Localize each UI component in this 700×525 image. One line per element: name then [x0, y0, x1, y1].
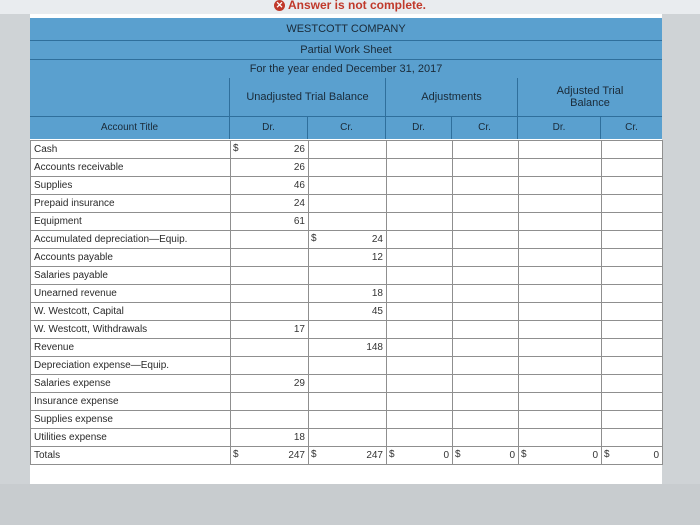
- amount-input[interactable]: [602, 231, 663, 249]
- account-title-input[interactable]: Prepaid insurance: [31, 195, 231, 213]
- table-row: [31, 195, 663, 213]
- amount-input[interactable]: [602, 375, 663, 393]
- totals-label: Totals: [31, 447, 231, 465]
- section-adjusted-label: Adjusted Trial Balance: [556, 85, 624, 109]
- section-adjustments: [386, 78, 518, 116]
- amount-value: 0: [592, 450, 598, 461]
- table-row: [31, 159, 663, 177]
- amount-input[interactable]: [453, 375, 519, 393]
- amount-input[interactable]: [231, 321, 309, 339]
- amount-input[interactable]: [519, 141, 602, 159]
- amount-input[interactable]: [602, 321, 663, 339]
- currency-symbol: $: [233, 449, 239, 460]
- amount-input[interactable]: [231, 231, 309, 249]
- amount-input[interactable]: [387, 375, 453, 393]
- amount-input[interactable]: [309, 159, 387, 177]
- amount-input[interactable]: [231, 303, 309, 321]
- section-unadjusted-label: Unadjusted Trial Balance: [246, 91, 369, 103]
- amount-input[interactable]: [519, 357, 602, 375]
- amount-input[interactable]: [453, 411, 519, 429]
- col-unadj-dr-label: Dr.: [262, 122, 275, 133]
- amount-input[interactable]: [602, 177, 663, 195]
- amount-input[interactable]: [231, 339, 309, 357]
- amount-input[interactable]: [309, 339, 387, 357]
- amount-input[interactable]: [309, 375, 387, 393]
- currency-symbol: $: [311, 449, 317, 460]
- section-adjusted: [518, 78, 662, 116]
- worksheet-table: [30, 140, 663, 465]
- title-row: [30, 41, 662, 59]
- account-title-input[interactable]: Utilities expense: [31, 429, 231, 447]
- col-tb-dr-label: Dr.: [552, 122, 566, 133]
- amount-input[interactable]: [309, 447, 387, 465]
- amount-input[interactable]: [387, 321, 453, 339]
- amount-input[interactable]: [231, 285, 309, 303]
- amount-input[interactable]: [453, 231, 519, 249]
- amount-value: 247: [366, 450, 383, 461]
- amount-value: 247: [288, 450, 305, 461]
- amount-input[interactable]: [453, 303, 519, 321]
- amount-input[interactable]: [602, 447, 663, 465]
- amount-input[interactable]: [231, 177, 309, 195]
- account-title-input[interactable]: Supplies expense: [31, 411, 231, 429]
- account-title-input[interactable]: Salaries payable: [31, 267, 231, 285]
- amount-input[interactable]: [602, 393, 663, 411]
- amount-input[interactable]: [519, 303, 602, 321]
- account-title-input[interactable]: Accounts receivable: [31, 159, 231, 177]
- section-unadjusted: [230, 78, 386, 116]
- amount-input[interactable]: [602, 429, 663, 447]
- page-background: [0, 484, 700, 525]
- amount-input[interactable]: [519, 321, 602, 339]
- amount-input[interactable]: [519, 177, 602, 195]
- amount-input[interactable]: [602, 195, 663, 213]
- amount-input[interactable]: [231, 375, 309, 393]
- table-row: [31, 141, 663, 159]
- col-tb-cr: [601, 117, 662, 139]
- amount-input[interactable]: [453, 447, 519, 465]
- account-title-input[interactable]: Accumulated depreciation—Equip.: [31, 231, 231, 249]
- amount-value: 61: [293, 216, 305, 227]
- table-row: [31, 357, 663, 375]
- amount-input[interactable]: [453, 339, 519, 357]
- amount-input[interactable]: [387, 159, 453, 177]
- amount-input[interactable]: [231, 159, 309, 177]
- table-row: [31, 429, 663, 447]
- col-unadj-dr: [230, 117, 308, 139]
- amount-input[interactable]: [387, 357, 453, 375]
- amount-value: 18: [371, 288, 383, 299]
- amount-value: 0: [653, 450, 659, 461]
- amount-input[interactable]: [231, 249, 309, 267]
- account-title-input[interactable]: Depreciation expense—Equip.: [31, 357, 231, 375]
- error-icon: ✕: [275, 0, 284, 10]
- amount-input[interactable]: [519, 213, 602, 231]
- amount-input[interactable]: [231, 447, 309, 465]
- amount-input[interactable]: [453, 195, 519, 213]
- amount-input[interactable]: [309, 321, 387, 339]
- amount-input[interactable]: [231, 213, 309, 231]
- amount-value: 26: [293, 144, 305, 155]
- period-row: [30, 60, 662, 78]
- amount-input[interactable]: [309, 195, 387, 213]
- amount-value: 29: [293, 378, 305, 389]
- amount-input[interactable]: [453, 321, 519, 339]
- amount-input[interactable]: [519, 375, 602, 393]
- amount-input[interactable]: [602, 339, 663, 357]
- amount-input[interactable]: [231, 411, 309, 429]
- amount-input[interactable]: [602, 357, 663, 375]
- amount-input[interactable]: [387, 141, 453, 159]
- totals-row: [31, 447, 663, 465]
- amount-input[interactable]: [309, 249, 387, 267]
- amount-input[interactable]: [602, 141, 663, 159]
- col-adj-dr-label: Dr.: [412, 122, 425, 133]
- table-row: [31, 231, 663, 249]
- table-row: [31, 213, 663, 231]
- amount-input[interactable]: [602, 303, 663, 321]
- amount-input[interactable]: [309, 393, 387, 411]
- table-row: [31, 303, 663, 321]
- amount-input[interactable]: [519, 249, 602, 267]
- table-row: [31, 249, 663, 267]
- amount-input[interactable]: [387, 267, 453, 285]
- currency-symbol: $: [389, 449, 395, 460]
- amount-input[interactable]: [231, 195, 309, 213]
- section-blank: [30, 78, 230, 116]
- amount-input[interactable]: [387, 393, 453, 411]
- col-account-title: [30, 117, 230, 139]
- table-row: [31, 267, 663, 285]
- table-row: [31, 321, 663, 339]
- amount-input[interactable]: [231, 267, 309, 285]
- account-title-input[interactable]: Insurance expense: [31, 393, 231, 411]
- amount-input[interactable]: [602, 249, 663, 267]
- amount-value: 17: [293, 324, 305, 335]
- amount-input[interactable]: [387, 411, 453, 429]
- amount-input[interactable]: [309, 303, 387, 321]
- currency-symbol: $: [455, 449, 461, 460]
- amount-input[interactable]: [309, 285, 387, 303]
- account-title-input[interactable]: Equipment: [31, 213, 231, 231]
- amount-value: 26: [293, 162, 305, 173]
- amount-input[interactable]: [453, 249, 519, 267]
- amount-value: 12: [371, 252, 383, 263]
- amount-input[interactable]: [519, 429, 602, 447]
- amount-value: 24: [293, 198, 305, 209]
- period-text: For the year ended December 31, 2017: [249, 63, 443, 75]
- company-name-row: [30, 18, 662, 40]
- amount-value: 46: [293, 180, 305, 191]
- account-title-input[interactable]: Accounts payable: [31, 249, 231, 267]
- amount-input[interactable]: [519, 339, 602, 357]
- amount-input[interactable]: [453, 285, 519, 303]
- col-account-title-label: Account Title: [100, 122, 159, 133]
- section-adjustments-label: Adjustments: [421, 91, 482, 103]
- account-title-input[interactable]: Supplies: [31, 177, 231, 195]
- status-banner: [0, 0, 700, 14]
- amount-input[interactable]: [453, 357, 519, 375]
- amount-input[interactable]: [519, 285, 602, 303]
- account-title-input[interactable]: Revenue: [31, 339, 231, 357]
- amount-input[interactable]: [309, 141, 387, 159]
- col-unadj-cr-label: Cr.: [340, 122, 353, 133]
- amount-input[interactable]: [309, 213, 387, 231]
- currency-symbol: $: [311, 233, 317, 244]
- amount-input[interactable]: [519, 447, 602, 465]
- table-row: [31, 285, 663, 303]
- amount-input[interactable]: [453, 213, 519, 231]
- amount-input[interactable]: [231, 393, 309, 411]
- amount-input[interactable]: [387, 177, 453, 195]
- company-name: WESTCOTT COMPANY: [286, 23, 406, 35]
- table-row: [31, 393, 663, 411]
- amount-value: 0: [443, 450, 449, 461]
- amount-input[interactable]: [453, 141, 519, 159]
- amount-input[interactable]: [519, 411, 602, 429]
- amount-input[interactable]: [453, 177, 519, 195]
- col-adj-cr-label: Cr.: [478, 122, 491, 133]
- amount-input[interactable]: [387, 303, 453, 321]
- amount-input[interactable]: [309, 177, 387, 195]
- amount-value: 24: [371, 234, 383, 245]
- amount-input[interactable]: [519, 195, 602, 213]
- account-title-input[interactable]: Unearned revenue: [31, 285, 231, 303]
- amount-input[interactable]: [387, 195, 453, 213]
- amount-input[interactable]: [519, 231, 602, 249]
- amount-input[interactable]: [387, 285, 453, 303]
- amount-input[interactable]: [453, 429, 519, 447]
- account-title-input[interactable]: W. Westcott, Capital: [31, 303, 231, 321]
- amount-input[interactable]: [231, 357, 309, 375]
- amount-input[interactable]: [602, 411, 663, 429]
- table-row: [31, 411, 663, 429]
- sheet-title: Partial Work Sheet: [300, 44, 392, 56]
- amount-value: 45: [371, 306, 383, 317]
- amount-input[interactable]: [309, 411, 387, 429]
- amount-input[interactable]: [602, 267, 663, 285]
- amount-input[interactable]: [231, 429, 309, 447]
- table-row: [31, 375, 663, 393]
- amount-input[interactable]: [387, 447, 453, 465]
- table-row: [31, 339, 663, 357]
- amount-input[interactable]: [387, 429, 453, 447]
- col-tb-cr-label: Cr.: [625, 122, 638, 133]
- amount-input[interactable]: [309, 231, 387, 249]
- amount-input[interactable]: [519, 159, 602, 177]
- amount-input[interactable]: [602, 213, 663, 231]
- col-adj-dr: [386, 117, 452, 139]
- amount-input[interactable]: [309, 357, 387, 375]
- currency-symbol: $: [604, 449, 610, 460]
- col-tb-dr: [518, 117, 601, 139]
- amount-input[interactable]: [309, 429, 387, 447]
- amount-input[interactable]: [453, 267, 519, 285]
- amount-input[interactable]: [387, 213, 453, 231]
- amount-input[interactable]: [519, 267, 602, 285]
- amount-input[interactable]: [602, 159, 663, 177]
- amount-input[interactable]: [309, 267, 387, 285]
- amount-input[interactable]: [387, 231, 453, 249]
- table-row: [31, 177, 663, 195]
- amount-input[interactable]: [519, 393, 602, 411]
- amount-input[interactable]: [453, 159, 519, 177]
- currency-symbol: $: [233, 143, 239, 154]
- currency-symbol: $: [521, 449, 527, 460]
- amount-input[interactable]: [387, 249, 453, 267]
- account-title-input[interactable]: Salaries expense: [31, 375, 231, 393]
- amount-value: 18: [293, 432, 305, 443]
- amount-input[interactable]: [387, 339, 453, 357]
- amount-input[interactable]: [231, 141, 309, 159]
- col-adj-cr: [452, 117, 518, 139]
- col-unadj-cr: [308, 117, 386, 139]
- amount-input[interactable]: [602, 285, 663, 303]
- amount-value: 0: [509, 450, 515, 461]
- account-title-input[interactable]: W. Westcott, Withdrawals: [31, 321, 231, 339]
- amount-value: 148: [366, 342, 383, 353]
- amount-input[interactable]: [453, 393, 519, 411]
- banner-text: Answer is not complete.: [287, 0, 427, 12]
- account-title-input[interactable]: Cash: [31, 141, 231, 159]
